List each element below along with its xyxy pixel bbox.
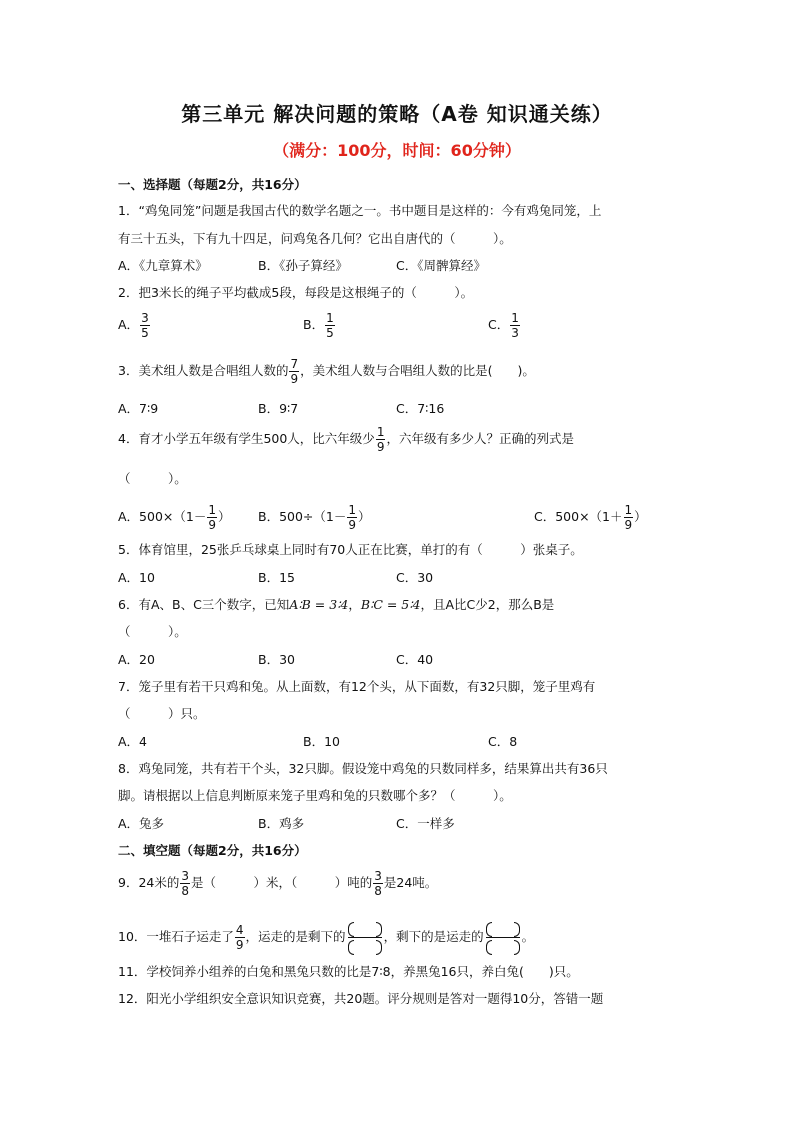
q6-option-a: A．20 — [118, 652, 155, 667]
q10-blank-fraction-1[interactable] — [348, 922, 382, 953]
q1-line2: 有三十五头，下有九十四足，问鸡兔各几何？它出自唐代的（ ）。 — [118, 231, 512, 246]
q8-option-a: A．兔多 — [118, 816, 165, 831]
q8-option-c: C．一样多 — [396, 816, 455, 831]
q4-option-b: B．500÷（1－ $\frac{1}{9}$ ） — [258, 503, 371, 532]
q7-line2: （ ）只。 — [118, 706, 206, 721]
q4-fraction: $\frac{1}{9}$ — [376, 425, 385, 454]
q3-option-a: A．7∶9 — [118, 401, 159, 416]
q1-option-c: C．《周髀算经》 — [396, 258, 486, 273]
q4-option-c-fraction: $\frac{1}{9}$ — [624, 503, 633, 532]
q2-option-c-label: C． — [488, 317, 510, 332]
q8-line2: 脚。请根据以上信息判断原来笼子里鸡和兔的只数哪个多？（ ）。 — [118, 788, 512, 803]
q1-option-b: B．《孙子算经》 — [258, 258, 348, 273]
q1-line1: 1．“鸡兔同笼”问题是我国古代的数学名题之一。书中题目是这样的：今有鸡兔同笼，上 — [118, 203, 602, 218]
q7-line1: 7．笼子里有若干只鸡和兔。从上面数，有12个头，从下面数，有32只脚，笼子里鸡有 — [118, 679, 596, 694]
q10-text: 10．一堆石子运走了 $\frac{4}{9}$ ，运走的是剩下的 ，剩下的是运走的 。 — [118, 923, 535, 952]
q9-fraction-2: $\frac{3}{8}$ — [374, 869, 382, 898]
q4-line2: （ ）。 — [118, 471, 187, 486]
q7-option-c: C．8 — [488, 734, 518, 749]
q5-text: 5．体育馆里，25张乒乓球桌上同时有70人正在比赛，单打的有（ ）张桌子。 — [118, 542, 583, 557]
q6-line2: （ ）。 — [118, 624, 187, 639]
q4-text: 4．育才小学五年级有学生500人，比六年级少 $\frac{1}{9}$ ，六年级有多少人？正确的列式是 — [118, 425, 574, 454]
q8-option-b: B．鸡多 — [258, 816, 305, 831]
q2-option-c — [488, 312, 521, 339]
q4-option-b-fraction: $\frac{1}{9}$ — [348, 503, 357, 532]
q5-option-b: B．15 — [258, 570, 295, 585]
q7-option-b: B．10 — [303, 734, 340, 749]
q6-text: 6．有A、B、C三个数字，已知A∶B = 3∶4，B∶C = 5∶4，且A比C少2，那么B是 — [118, 597, 555, 612]
q2-option-b — [303, 312, 336, 339]
q4-option-a-fraction: $\frac{1}{9}$ — [208, 503, 216, 532]
q6-ratio-bc: B∶C = 5∶4 — [360, 597, 421, 612]
q9-fraction-1: $\frac{3}{8}$ — [181, 869, 189, 898]
q10-blank-fraction-2[interactable] — [486, 922, 520, 953]
q2-option-a — [118, 312, 151, 339]
q3-option-b: B．9∶7 — [258, 401, 299, 416]
q3-text: 3．美术组人数是合唱组人数的 $\frac{7}{9}$ ，美术组人数与合唱组人数的比是( )。 — [118, 357, 535, 386]
q6-option-b: B．30 — [258, 652, 295, 667]
q10-fraction: $\frac{4}{9}$ — [235, 923, 244, 952]
q4-option-a: A．500×（1－ $\frac{1}{9}$ ） — [118, 503, 231, 532]
q2-option-c-fraction: $\frac{1}{3}$ — [511, 311, 519, 340]
q2-option-a-label: A． — [118, 317, 140, 332]
q2-text: 2．把3米长的绳子平均截成5段，每段是这根绳子的（ ）。 — [118, 285, 474, 300]
q8-line1: 8．鸡兔同笼，共有若干个头，32只脚。假设笼中鸡兔的只数同样多，结果算出共有36只 — [118, 761, 608, 776]
q3-option-c: C．7∶16 — [396, 401, 445, 416]
q3-fraction: $\frac{7}{9}$ — [290, 357, 299, 386]
q7-option-a: A．4 — [118, 734, 148, 749]
q6-ratio-ab: A∶B = 3∶4 — [289, 597, 349, 612]
q2-option-a-fraction: $\frac{3}{5}$ — [141, 311, 149, 340]
section-heading-choice: 一、选择题（每题2分，共16分） — [118, 177, 307, 192]
q12-text: 12．阳光小学组织安全意识知识竞赛，共20题。评分规则是答对一题得10分，答错一题 — [118, 991, 604, 1006]
q9-text: 9．24米的 $\frac{3}{8}$ 是（ ）米，（ ）吨的 $\frac{3}{8}$ 是24吨。 — [118, 869, 438, 898]
page-subtitle: （满分：100分，时间：60分钟） — [273, 141, 521, 160]
q2-option-b-label: B． — [303, 317, 325, 332]
q6-option-c: C．40 — [396, 652, 434, 667]
q2-option-b-fraction: $\frac{1}{5}$ — [326, 311, 334, 340]
page-title: 第三单元 解决问题的策略（A卷 知识通关练） — [181, 102, 613, 126]
q1-option-a: A．《九章算术》 — [118, 258, 208, 273]
q5-option-c: C．30 — [396, 570, 434, 585]
section-heading-fill: 二、填空题（每题2分，共16分） — [118, 843, 307, 858]
q11-text: 11．学校饲养小组养的白兔和黑兔只数的比是7∶8，养黑兔16只，养白兔( )只。 — [118, 964, 579, 979]
q4-option-c: C．500×（1＋ $\frac{1}{9}$ ） — [534, 503, 647, 532]
q5-option-a: A．10 — [118, 570, 155, 585]
